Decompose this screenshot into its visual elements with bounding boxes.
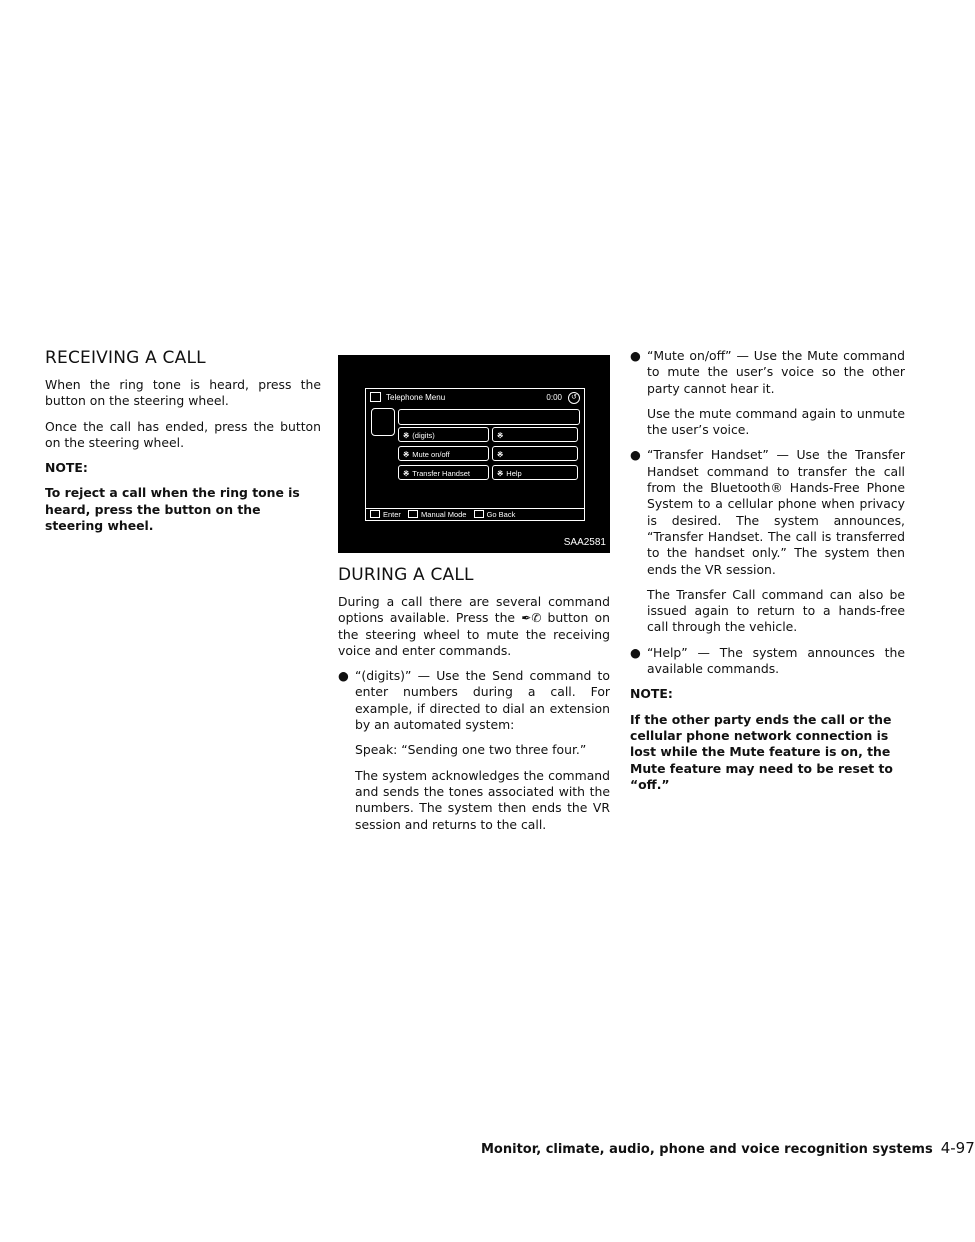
voice-command-icon: ※ bbox=[497, 450, 504, 459]
during-intro-end: button on the steering wheel to mute the receiving voice and enter commands. bbox=[338, 610, 610, 658]
talk-phone-icon: ✒✆ bbox=[521, 611, 542, 626]
empty-command-button-2[interactable] bbox=[492, 446, 578, 461]
receiving-heading: RECEIVING A CALL bbox=[45, 348, 206, 368]
telephone-menu-icon bbox=[370, 392, 381, 402]
help-command-label: Help bbox=[506, 469, 522, 478]
screen-titlebar bbox=[370, 392, 580, 404]
screen-bottom-bar bbox=[366, 508, 584, 520]
enter-icon bbox=[370, 510, 380, 518]
receiving-paragraph-2: Once the call has ended, press the button on the steering wheel. bbox=[45, 418, 321, 450]
bullet-dot-icon: ● bbox=[630, 447, 641, 463]
transfer-handset-command-label: Transfer Handset bbox=[412, 469, 470, 478]
transfer-description: “Transfer Handset” — Use the Transfer Handset command to transfer the call from the Bluetooth® Hands-Free Phone System to a cellular phone when privacy is desired. The system announces, “Transfer Handset. The call is transferred to the handset only.” The system then ends the VR session. bbox=[647, 447, 905, 577]
bullet-dot-icon: ● bbox=[630, 644, 641, 660]
page-footer bbox=[481, 1139, 975, 1157]
voice-command-icon: ※ bbox=[403, 450, 410, 459]
transfer-also: The Transfer Call command can also be issued again to return to a hands-free call through the vehicle. bbox=[647, 586, 905, 635]
enter-label: Enter bbox=[383, 510, 401, 519]
telephone-menu-screen bbox=[365, 388, 585, 521]
figure-code: SAA2581 bbox=[563, 536, 606, 548]
telephone-menu-figure bbox=[338, 355, 610, 553]
digits-display-field bbox=[398, 409, 580, 425]
mute-command-button[interactable] bbox=[398, 446, 489, 461]
mute-command-label: Mute on/off bbox=[412, 450, 450, 459]
during-section-continued bbox=[630, 348, 905, 802]
during-intro bbox=[338, 594, 610, 659]
list-item-help bbox=[630, 645, 905, 678]
digits-acknowledge: The system acknowledges the command and sends the tones associated with the numbers. The system then ends the VR session and returns to the call. bbox=[355, 767, 610, 832]
digits-command-button[interactable] bbox=[398, 427, 489, 442]
voice-command-icon: ※ bbox=[403, 469, 410, 478]
command-list-2 bbox=[630, 348, 905, 677]
during-note-text: If the other party ends the call or the cellular phone network connection is lost while the Mute feature is on, the Mute feature may need to be reset to “off.” bbox=[630, 711, 893, 792]
receiving-paragraph-1: When the ring tone is heard, press the button on the steering wheel. bbox=[45, 377, 321, 409]
list-item-digits bbox=[338, 668, 610, 833]
bullet-dot-icon: ● bbox=[630, 348, 641, 363]
receiving-section bbox=[45, 348, 321, 543]
command-list-1 bbox=[338, 668, 610, 833]
during-note-label: NOTE: bbox=[630, 686, 673, 702]
go-back-label: Go Back bbox=[486, 510, 516, 519]
go-back-icon bbox=[474, 510, 484, 518]
bullet-dot-icon: ● bbox=[338, 668, 349, 684]
screen-title: Telephone Menu bbox=[386, 393, 446, 402]
manual-mode-icon bbox=[408, 510, 418, 518]
mute-description: “Mute on/off” — Use the Mute command to mute the user’s voice so the other party cannot hear it. bbox=[647, 348, 905, 396]
receiving-note-label: NOTE: bbox=[45, 460, 88, 476]
back-icon: ↺ bbox=[568, 392, 580, 404]
list-item-mute bbox=[630, 348, 905, 438]
empty-command-button-1[interactable] bbox=[492, 427, 578, 442]
digits-speak: Speak: “Sending one two three four.” bbox=[355, 742, 587, 758]
transfer-handset-command-button[interactable] bbox=[398, 465, 489, 480]
voice-command-icon: ※ bbox=[497, 469, 504, 478]
receiving-note-text: To reject a call when the ring tone is heard, press the button on the steering wheel. bbox=[45, 485, 300, 534]
help-description: “Help” — The system announces the available commands. bbox=[647, 644, 905, 677]
during-section-start bbox=[338, 355, 610, 842]
call-timer: 0:00 bbox=[546, 393, 562, 402]
during-heading: DURING A CALL bbox=[338, 565, 474, 585]
mute-again: Use the mute command again to unmute the user’s voice. bbox=[647, 405, 905, 438]
digits-description: “(digits)” — Use the Send command to enter numbers during a call. For example, if directed to dial an extension by an automated system: bbox=[355, 668, 610, 733]
footer-section-title: Monitor, climate, audio, phone and voice recognition systems bbox=[481, 1142, 933, 1157]
page-number: 4-97 bbox=[940, 1139, 975, 1157]
help-command-button[interactable] bbox=[492, 465, 578, 480]
digits-command-label: (digits) bbox=[412, 431, 435, 440]
voice-command-icon: ※ bbox=[497, 431, 504, 440]
list-item-transfer bbox=[630, 447, 905, 635]
voice-prompt-icon bbox=[371, 408, 395, 436]
during-intro-start: During a call there are several command options available. Press the bbox=[338, 594, 610, 626]
manual-mode-label: Manual Mode bbox=[421, 510, 467, 519]
voice-command-icon: ※ bbox=[403, 431, 410, 440]
